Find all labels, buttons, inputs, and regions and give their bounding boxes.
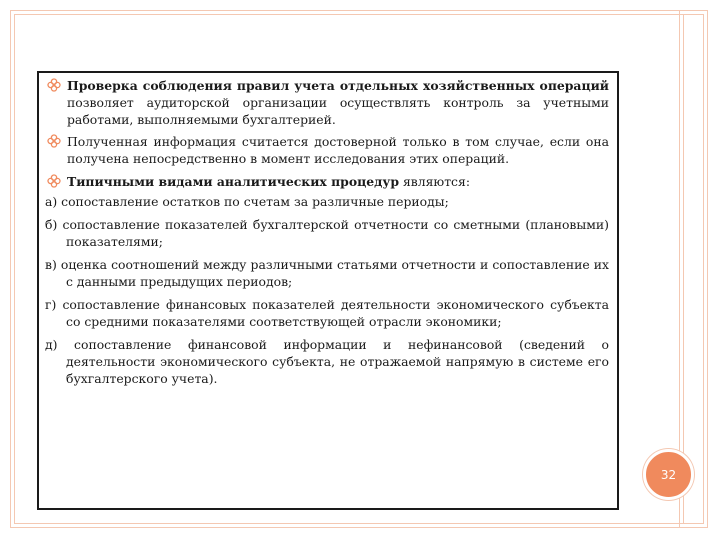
bullet-item: [45, 77, 609, 128]
list-item: б) сопоставление показателей бухгалтерской отчетности со сметными (плановыми) показателями;: [45, 217, 609, 249]
flower-bullet-icon: [47, 174, 61, 188]
flower-bullet-icon: [47, 134, 61, 148]
content-box: [37, 71, 619, 510]
bullet-item: [45, 133, 609, 167]
page-number-badge: 32: [643, 449, 694, 500]
bullet-item: [45, 173, 609, 190]
bullet-text: позволяет аудиторской организации осуществлять контроль за учетными работами, выполняемыми бухгалтерией.: [67, 95, 609, 127]
bullet-bold-text: Типичными видами аналитических процедур: [67, 174, 399, 189]
list-item: д) сопоставление финансовой информации и нефинансовой (сведений о деятельности экономического субъекта, не отражаемой напрямую в системе его бухгалтерского учета).: [45, 337, 609, 386]
bullet-text: Полученная информация считается достоверной только в том случае, если она получена непосредственно в момент исследования этих операций.: [67, 134, 609, 166]
bullet-text: являются:: [399, 174, 470, 189]
flower-bullet-icon: [47, 78, 61, 92]
slide-divider-line: [679, 10, 680, 528]
list-item: а) сопоставление остатков по счетам за различные периоды;: [45, 194, 449, 209]
list-item: в) оценка соотношений между различными статьями отчетности и сопоставление их с данными предыдущих периодов;: [45, 257, 609, 289]
bullet-bold-text: Проверка соблюдения правил учета отдельных хозяйственных операций: [67, 78, 609, 93]
list-item: г) сопоставление финансовых показателей деятельности экономического субъекта со средними показателями соответствующей отрасли экономики;: [45, 297, 609, 329]
slide-divider-line-inner: [683, 14, 684, 524]
